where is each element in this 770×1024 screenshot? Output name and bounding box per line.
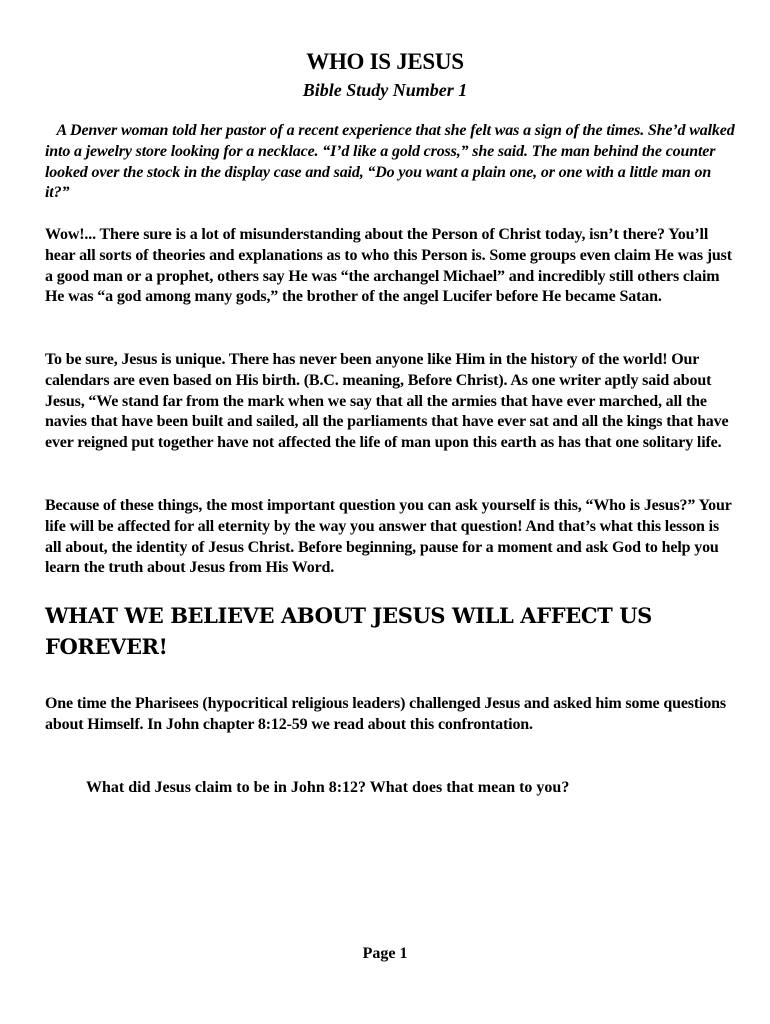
body-paragraph-3: Because of these things, the most important question you can ask yourself is this, “Who is Jesus?” Your life will be affected for all eternity by the way you answer that question! And that’s what this lesson is all about, the identity of Jesus Christ. Before beginning, pause for a moment and ask God to help you learn the truth about Jesus from His Word. (45, 497, 732, 577)
document-title: WHO IS JESUS (306, 49, 464, 74)
page-number: Page 1 (362, 945, 408, 962)
body-paragraph-1: Wow!... There sure is a lot of misunderstanding about the Person of Christ today, isn’t there? You’ll hear all sorts of theories and explanations as to who this Person is. Some groups even claim He was just a good man or a prophet, others say He was “the archangel Michael” and incredibly still others claim He was “a god among many gods,” the brother of the angel Lucifer before He became Satan. (45, 226, 732, 306)
section-paragraph: One time the Pharisees (hypocritical religious leaders) challenged Jesus and asked him some questions about Himself. In John chapter 8:12-59 we read about this confrontation. (45, 695, 726, 733)
intro-paragraph: A Denver woman told her pastor of a recent experience that she felt was a sign of the times. She’d walked into a jewelry store looking for a necklace. “I’d like a gold cross,” she said. The man behind the counter looked over the stock in the display case and said, “Do you want a plain one, or one with a little man on it?” (45, 122, 735, 202)
document-subtitle: Bible Study Number 1 (302, 80, 468, 100)
body-paragraph-2: To be sure, Jesus is unique. There has never been anyone like Him in the history of the world! Our calendars are even based on His birth. (B.C. meaning, Before Christ). As one writer aptly said about Jesus, “We stand far from the mark when we say that all the armies that have ever marched, all the navies that have been built and sailed, all the parliaments that have ever sat and all the kings that have ever reigned put together have not affected the life of man upon this earth as has that one solitary life. (45, 351, 729, 452)
study-question: What did Jesus claim to be in John 8:12? What does that mean to you? (86, 779, 570, 796)
section-heading: WHAT WE BELIEVE ABOUT JESUS WILL AFFECT US FOREVER! (45, 603, 652, 659)
